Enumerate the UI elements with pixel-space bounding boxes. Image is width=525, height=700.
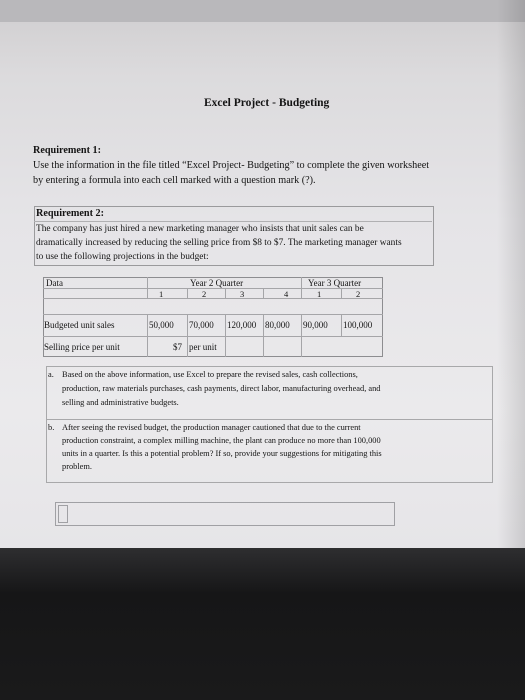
unit-sales-value: 90,000 (303, 320, 328, 330)
answer-input-box[interactable] (55, 502, 395, 526)
quarter-number: 1 (159, 289, 164, 299)
unit-sales-value: 100,000 (343, 320, 373, 330)
unit-sales-value: 120,000 (227, 320, 257, 330)
unit-sales-value: 80,000 (265, 320, 290, 330)
table-cell[interactable] (264, 337, 302, 357)
table-cell[interactable] (43, 289, 148, 299)
table-cell[interactable] (148, 337, 188, 357)
selling-price-value: $7 (173, 342, 182, 352)
requirement-2-line-1: The company has just hired a new marketing manager who insists that unit sales can be (36, 224, 364, 234)
unit-sales-value: 70,000 (189, 320, 214, 330)
question-b-line-3: units in a quarter. Is this a potential problem? If so, provide your suggestions for mitigating this (62, 449, 382, 458)
table-cell[interactable] (188, 289, 226, 299)
table-cell[interactable] (302, 289, 342, 299)
budgeted-unit-sales-label: Budgeted unit sales (44, 320, 115, 330)
quarter-number: 2 (202, 289, 207, 299)
question-b-line-4: problem. (62, 462, 93, 471)
table-cell[interactable] (226, 289, 264, 299)
quarter-number: 4 (284, 289, 289, 299)
page-shadow (497, 0, 525, 548)
document-title: Excel Project - Budgeting (204, 97, 330, 109)
table-cell[interactable] (264, 289, 302, 299)
selling-price-label: Selling price per unit (44, 342, 120, 352)
dark-surface (0, 548, 525, 700)
question-a-line-1: Based on the above information, use Excel to prepare the revised sales, cash collections, (62, 370, 358, 379)
quarter-number: 3 (240, 289, 245, 299)
question-b-line-1: After seeing the revised budget, the production manager cautioned that due to the current (62, 423, 361, 432)
table-cell[interactable] (148, 289, 188, 299)
requirement-1-heading: Requirement 1: (33, 145, 101, 156)
requirement-2-heading: Requirement 2: (36, 208, 104, 219)
answer-input-cell[interactable] (58, 505, 68, 523)
question-b-line-2: production constraint, a complex milling machine, the plant can produce no more than 100,000 (62, 436, 381, 445)
quarter-number: 1 (317, 289, 322, 299)
page-top-edge (0, 0, 525, 22)
selling-price-unit: per unit (189, 342, 217, 352)
requirement-2-line-2: dramatically increased by reducing the selling price from $8 to $7. The marketing manager wants (36, 238, 402, 248)
question-a-line-3: selling and administrative budgets. (62, 398, 179, 407)
unit-sales-value: 50,000 (149, 320, 174, 330)
year-3-quarter-label: Year 3 Quarter (308, 278, 362, 288)
question-a-line-2: production, raw materials purchases, cash payments, direct labor, manufacturing overhead, and (62, 384, 381, 393)
question-b-marker: b. (48, 423, 55, 432)
requirement-2-line-3: to use the following projections in the budget: (36, 252, 209, 262)
question-a-marker: a. (48, 370, 54, 379)
table-cell[interactable] (226, 337, 264, 357)
table-blank-row[interactable] (43, 299, 383, 315)
requirement-1-line-2: by entering a formula into each cell marked with a question mark (?). (33, 175, 316, 186)
quarter-number: 2 (356, 289, 361, 299)
year-2-quarter-label: Year 2 Quarter (190, 278, 244, 288)
table-data-label: Data (46, 278, 63, 288)
requirement-1-line-1: Use the information in the file titled “Excel Project- Budgeting” to complete the given worksheet (33, 160, 430, 171)
table-cell[interactable] (342, 289, 383, 299)
